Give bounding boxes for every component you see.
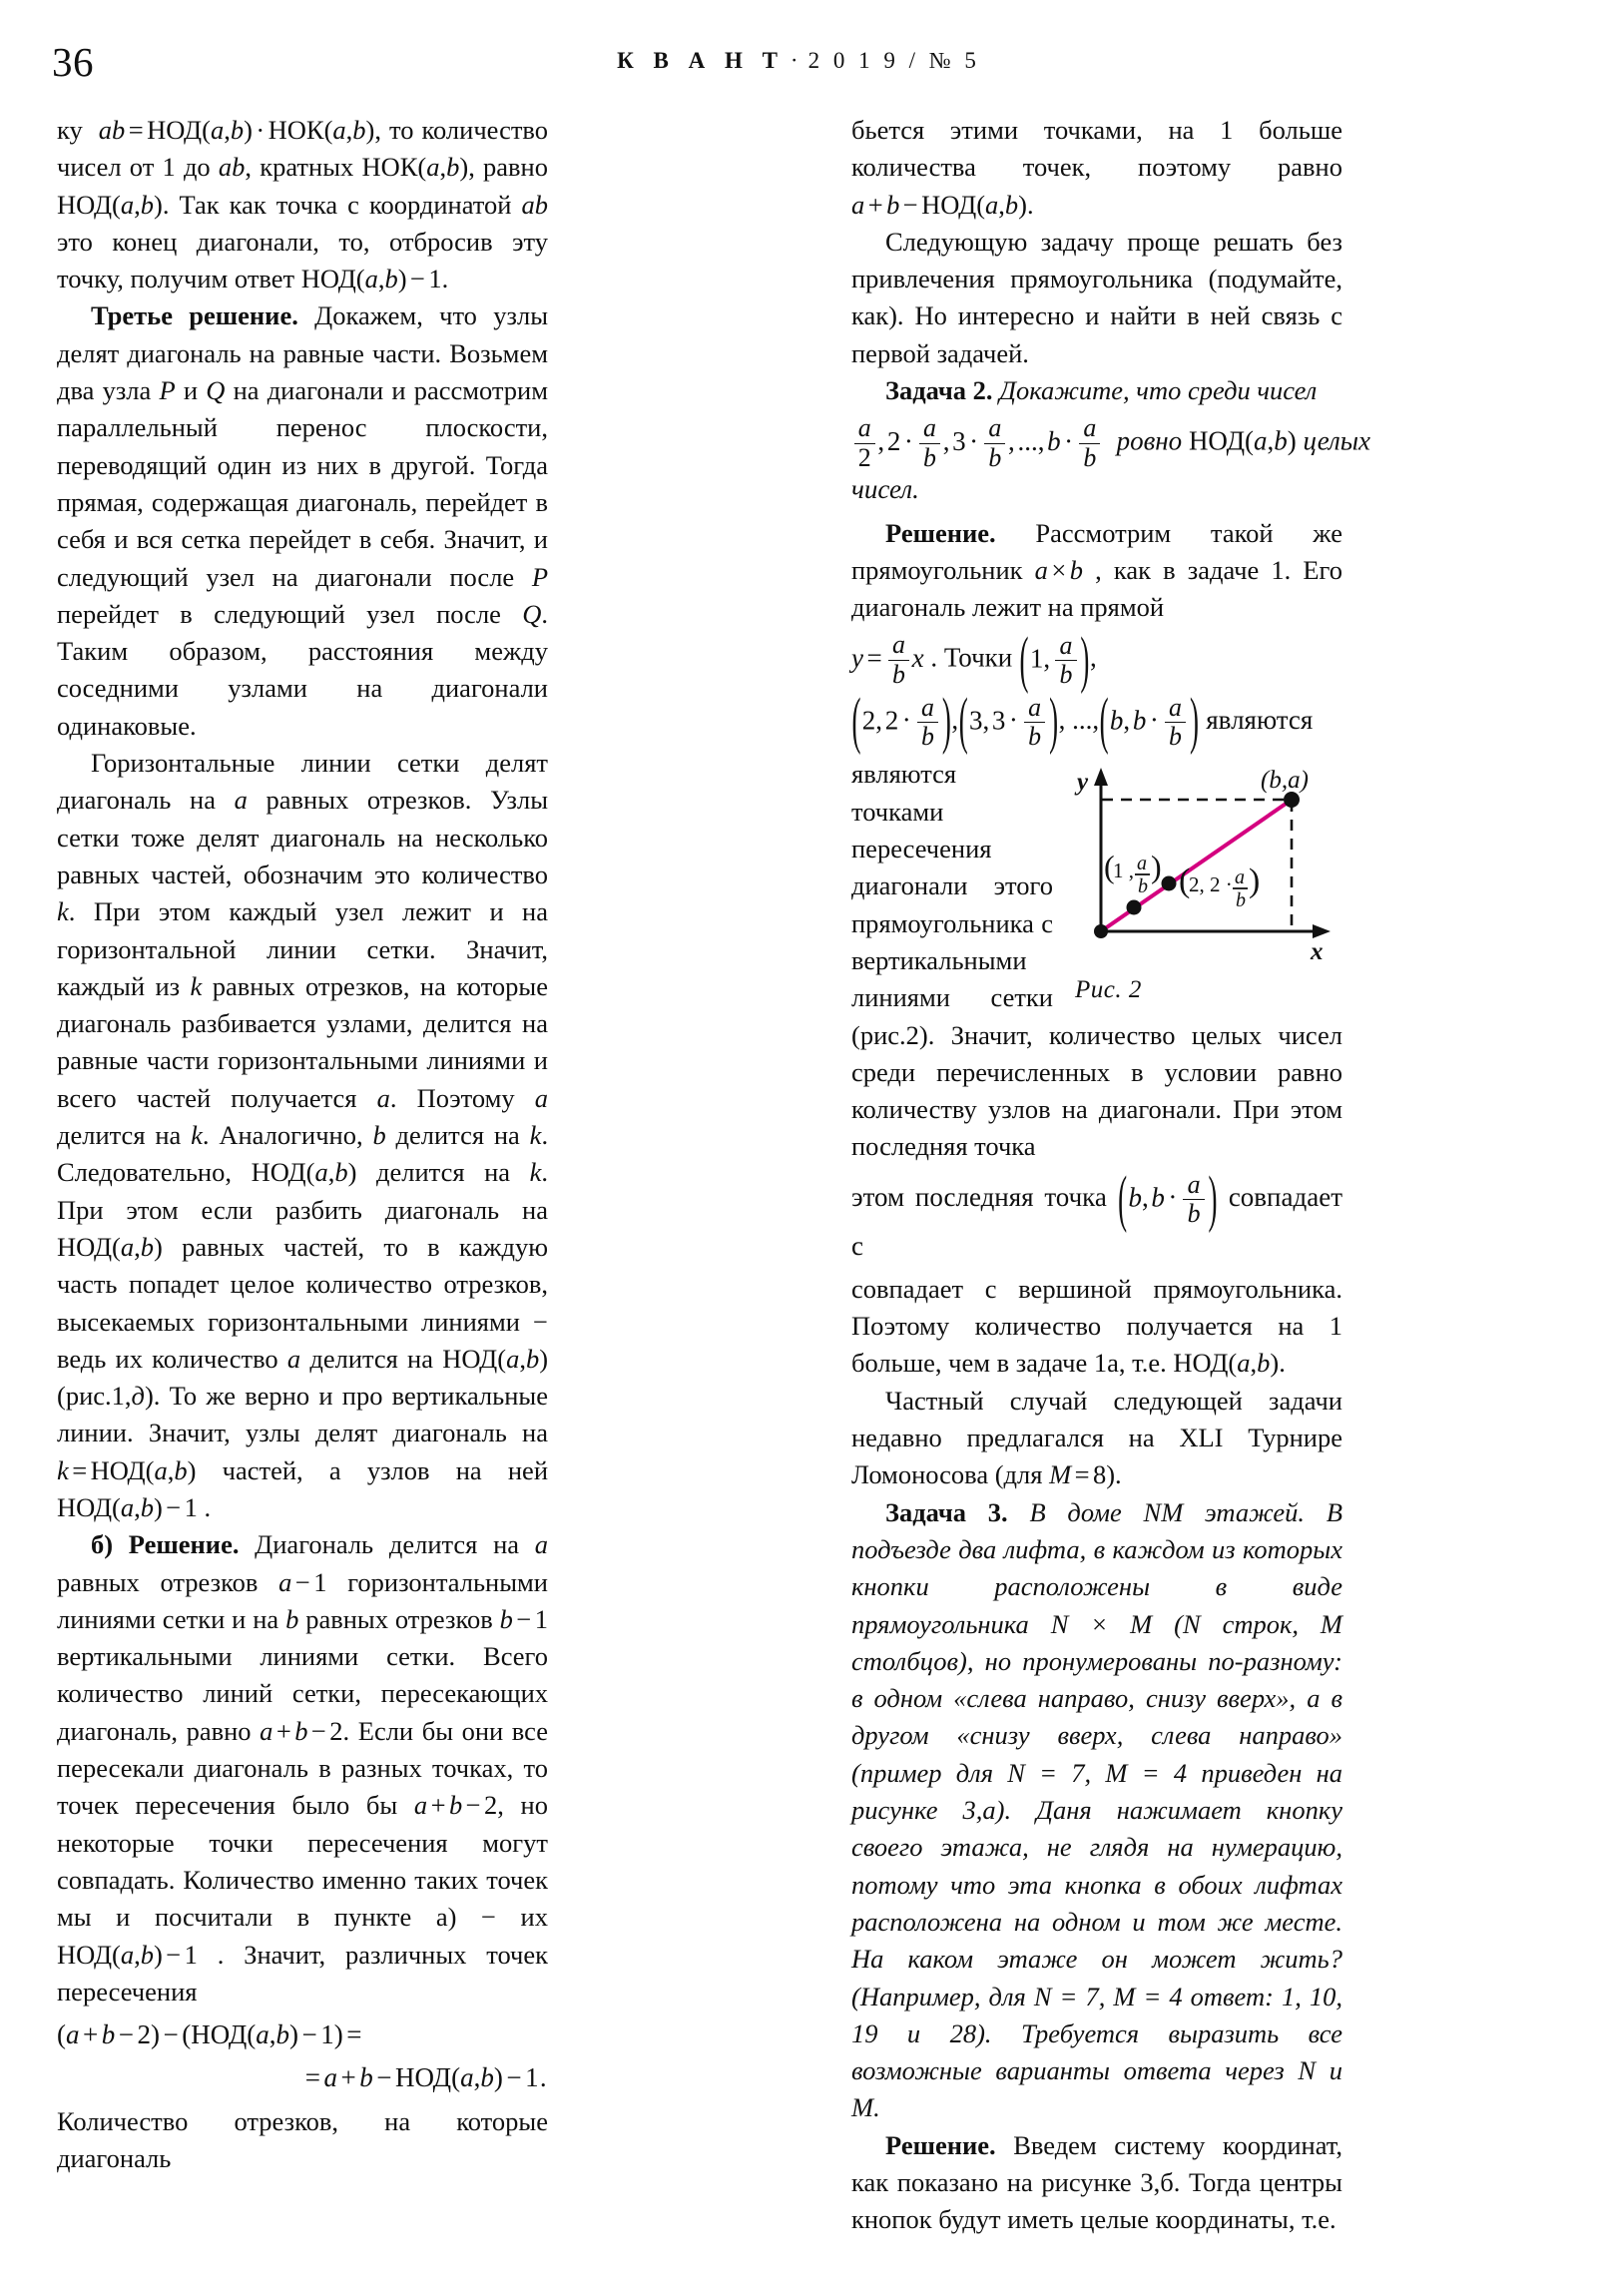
text-run: бьется этими точками, на 1 больше количества точек, поэтому равно (851, 115, 1342, 183)
task-2-sequence (851, 413, 1371, 508)
running-head (0, 38, 1597, 84)
text-run: (рис.1, (57, 1381, 132, 1412)
task-2-text-3: целых чисел. (851, 425, 1371, 505)
text-run: делится на (309, 1343, 433, 1374)
math-k-equals-gcd: k = НОД(a,b) (57, 1454, 197, 1485)
solution-b-paragraph (57, 1526, 548, 2010)
y-axis-arrow (1094, 768, 1108, 786)
text-run: Введем систему координат, как показано на рисунке 3,б. Тогда центры кнопок будут иметь целые координаты, т.е. (851, 2129, 1342, 2235)
math-sequence: $\frac{a}{2}$ ,2 · $\frac{a}{b}$ ,3 · $\frac{a}{b}$ ,...,b · $\frac{a}{b}$ (851, 426, 1103, 456)
math-display-1: (a + b − 2) − (НОД(a,b) − 1) = (57, 2019, 362, 2050)
last-point-row: этом последняя точка ( b,b · $\frac{a}{b}$ ) совпадает с (851, 1172, 1342, 1265)
closing-paragraph: Количество отрезков, на которые диагональ (57, 2105, 548, 2174)
display-equation-line-2 (57, 2059, 548, 2096)
math-gcd-a: НОД(a,b) (251, 1157, 357, 1188)
math-gcd-b: НОД(a,b) (57, 1231, 163, 1262)
math-a-4: a (286, 1343, 301, 1374)
text-run: Рассмотрим такой же прямоугольник (851, 517, 1343, 585)
task-3-label: Задача 3. (885, 1496, 1008, 1527)
text-run: равных отрезков (57, 1566, 259, 1597)
x-axis-arrow (1313, 924, 1331, 938)
text-run: , но некоторые точки пересечения могут совпадать. Количество именно таких точек мы и посчитали в пункте а) − их (57, 1790, 548, 1933)
math-a-minus-1: a − 1 (278, 1566, 327, 1597)
next-task-intro: Следующую задачу проще решать без привлечения прямоугольника (подумайте, как). Но интересно и найти в ней связь с первой задачей. (851, 226, 1342, 368)
task-2-statement (851, 372, 1342, 409)
text-run: . Таким образом, расстояния между соседними узлами на диагонали одинаковые. (57, 598, 549, 741)
math-var-q: Q (206, 375, 226, 406)
svg-text:b: b (1236, 889, 1246, 912)
math-ab-2: ab (521, 189, 548, 220)
text-run: . При этом если разбить диагональ на (57, 1157, 549, 1225)
text-run: . (204, 1491, 212, 1522)
text-run: равных отрезков, на которые диагональ разбивается узлами, делится на равные части горизонтальными линиями и всего частей получается (57, 970, 549, 1113)
svg-text:(: ( (1104, 849, 1115, 885)
text-run: . Если бы они все пересекали диагональ в разных точках, то точек пересечения было бы (57, 1715, 548, 1821)
math-k-2: k (190, 970, 203, 1001)
math-display-2: = a + b − НОД(a,b) − 1. (304, 2062, 547, 2093)
task-3-solution (851, 2127, 1342, 2239)
journal-title: К В А Н Т (617, 48, 785, 73)
math-k-3: k (191, 1120, 203, 1151)
text-run: . Аналогично, (202, 1120, 363, 1151)
text-run: Горизонтальные линии сетки делят диагональ на (57, 748, 548, 816)
math-a-3: a (534, 1082, 548, 1113)
task-2-label: Задача 2. (885, 375, 993, 406)
math-point-2: ( 2,2 · $\frac{a}{b}$ ) (851, 705, 951, 735)
task-3-solution-heading: Решение. (885, 2129, 996, 2160)
paragraph-continued: ку ab = НОД(a,b) · НОК(a,b), то количество чисел от 1 до ab, кратных НОК(a,b), равно НОД(a,b). Так как точка с координатой ab это конец диагонали, то, отбросив эту точку, получим ответ НОД(a,b) − 1. (57, 115, 548, 294)
text-run: перейдет в следующий узел после (57, 598, 501, 629)
math-a-1: a (234, 785, 248, 816)
svg-text:): ) (1151, 849, 1162, 885)
math-k-5: k (529, 1157, 542, 1188)
text-run: частей, а узлов на ней (222, 1454, 549, 1485)
figure-2-canvas (1071, 760, 1338, 969)
math-gcd-c: НОД(a,b) (442, 1343, 549, 1374)
text-run: . Значит, различных точек пересечения (57, 1939, 548, 2007)
text-run: ). То же верно и про вертикальные линии. Значит, узлы делят диагональ на (57, 1381, 548, 1448)
text-run: делится на (376, 1157, 511, 1188)
svg-text:a: a (1235, 866, 1245, 889)
text-run: равных отрезков. Узлы сетки тоже делят диагональ на несколько равных частей, обозначим это количество (57, 785, 548, 889)
y-axis-label: y (1077, 769, 1089, 797)
math-a-plus-b-minus-2: a + b − 2 (260, 1715, 343, 1746)
line-equation-row: y = $\frac{a}{b}$ x . Точки ( 1, $\frac{a}{b}$ ) , (851, 632, 1342, 688)
task-2-text: Докажите, что среди чисел (999, 375, 1318, 406)
figure-ref-letter: д (131, 1381, 145, 1412)
math-point-b: ( b,b · $\frac{a}{b}$ ) (1099, 705, 1199, 735)
math-rect-a-by-b: a × b (1034, 554, 1083, 585)
grid-lines-paragraph (57, 745, 548, 1526)
journal-masthead (0, 48, 1597, 74)
third-solution-paragraph (57, 297, 548, 745)
math-a-plus-b-minus-gcd: a + b − НОД(a,b) (851, 189, 1027, 220)
math-b-minus-1: b − 1 (499, 1603, 548, 1634)
points-row: ( 2,2 · $\frac{a}{b}$ ) , ( 3,3 · $\frac{a}{b}$ ) , ..., ( b,b · $\frac{a}{b}$ ) являются (851, 695, 1342, 751)
svg-text:(: ( (1179, 862, 1191, 900)
math-a-plus-b-minus-2-b: a + b − 2 (413, 1790, 498, 1821)
figure-2-container (1071, 760, 1342, 1008)
math-gcd: НОД(a,b) (57, 189, 163, 220)
masthead-separator: · (790, 48, 802, 73)
math-var-p: P (159, 375, 176, 406)
text-run: являются точками пересечения диагонали этого прямоугольника с вертикальными линиями сетки (рис.2). Значит, количество целых чисел среди перечисленных в условии равно количеству узлов на диагонали. При этом последняя точка (851, 759, 1342, 1162)
task-3-text: В доме NM этажей. В подъезде два лифта, в каждом из которых кнопки расположены в виде прямоугольника N × M (N строк, M столбцов), но пронумерованы по-разному: в одном «слева направо, снизу вверх», а в другом «снизу вверх, слева направо» (пример для N = 7, M = 4 приведен на рисунке 3,а). Даня нажимает кнопку своего этажа, не глядя на нумерацию, потому что эта кнопка в обоих лифтах расположена на одном и том же месте. На каком этаже он может жить? (Например, для N = 7, M = 4 ответ: 1, 10, 19 и 28). Требуется выразить все возможные варианты ответа через N и M. (851, 1496, 1343, 2123)
svg-text:2, 2 ·: 2, 2 · (1189, 872, 1233, 897)
text-run: ку (57, 115, 83, 145)
math-k-4: k (529, 1120, 542, 1151)
tournament-note (851, 1383, 1342, 1494)
text-run: . Точки (930, 642, 1013, 673)
math-var-q-2: Q (522, 598, 542, 629)
point-2-2a-over-b (1162, 876, 1177, 891)
page-number: 36 (52, 39, 94, 85)
left-column (57, 112, 548, 2177)
x-axis-label: x (1311, 938, 1324, 966)
label-point-1 (1104, 849, 1162, 897)
text-run: Частный случай следующей задачи недавно предлагался на XLI Турнире Ломоносова (для (851, 1385, 1342, 1490)
math-sb-b: b (285, 1603, 299, 1634)
svg-text:): ) (1249, 862, 1261, 900)
task-2-solution (851, 515, 1342, 627)
text-run: на диагонали и рассмотрим параллельный перенос плоскости, переводящий один из них в другой. Тогда прямая, содержащая диагональ, перейдет в себя и вся сетка перейдет в себя. Значит, и следующий узел на диагонали после (57, 375, 549, 592)
task-2-text-2: ровно (1116, 425, 1183, 456)
math-var-p-2: P (531, 561, 549, 592)
svg-text:1 ,: 1 , (1113, 859, 1134, 883)
journal-issue: 2 0 1 9 / № 5 (807, 48, 980, 73)
text-run: Докажем, что узлы делят диагональ на равные части. Возьмем два узла (57, 300, 548, 406)
math-gcd-final: НОД(a,b) (1173, 1348, 1280, 1379)
math-k-1: k (57, 896, 69, 927)
solution-b-heading: б) Решение. (91, 1529, 240, 1560)
right-paragraph-continued (851, 112, 1342, 224)
math-gcd-task2: НОД(a,b) (1188, 425, 1297, 456)
text-run: . Следовательно, (57, 1120, 549, 1188)
text-run: . (1279, 1348, 1286, 1379)
text-run: вертикальными линиями сетки. Всего количество линий сетки, пересекающих диагональ, равно (57, 1641, 548, 1746)
text-run: совпадает с вершиной прямоугольника. Поэтому количество получается на 1 больше, чем в задаче 1а, т.е. (851, 1273, 1342, 1379)
text-run: и (183, 375, 199, 406)
figure-2-caption: Рис. 2 (1075, 976, 1142, 1004)
figure-2-svg (1071, 760, 1338, 969)
math-ab-eq-gcd-lcm: ab = НОД(a,b) · НОК(a,b) (98, 115, 375, 145)
point-b-a (1284, 792, 1300, 808)
label-point-b-a: (b,a) (1261, 767, 1309, 795)
right-column (851, 112, 1371, 2239)
task-2-conclusion (851, 1271, 1342, 1383)
text-run: , как в задаче 1. Его диагональ лежит на прямой (851, 554, 1343, 623)
math-gcd-minus-1: НОД(a,b) − 1 (300, 264, 442, 294)
third-solution-heading: Третье решение. (91, 300, 298, 331)
svg-text:b: b (1138, 875, 1148, 898)
math-gcd-minus-one: НОД(a,b) − 1 (57, 1491, 198, 1522)
text-run: . (1026, 189, 1034, 220)
math-ab: ab (218, 152, 246, 183)
text-run: делится на (57, 1120, 182, 1151)
math-line-equation: y = $\frac{a}{b}$ x (851, 630, 924, 689)
math-m-equals-8: M = 8 (1049, 1459, 1107, 1490)
text-run: . При этом каждый узел лежит и на горизонтальной линии сетки. Значит, каждый из (57, 896, 548, 1001)
text-run: ). (1106, 1459, 1122, 1490)
point-origin (1094, 924, 1108, 938)
svg-text:a: a (1137, 853, 1147, 875)
math-point-1: ( 1, $\frac{a}{b}$ ) (1019, 643, 1090, 673)
text-run: . Поэтому (389, 1082, 515, 1113)
math-gcd-minus-1-b: НОД(a,b) − 1 (57, 1939, 198, 1970)
math-lcm: НОК(a,b) (361, 152, 469, 183)
math-point-3: ( 3,3 · $\frac{a}{b}$ ) (958, 705, 1058, 735)
text-run: равных отрезков (305, 1603, 493, 1634)
task-3-statement (851, 1494, 1342, 2127)
text-run: делится на (395, 1120, 520, 1151)
math-b-1: b (372, 1120, 386, 1151)
task-2-solution-heading: Решение. (885, 517, 996, 548)
math-sb-a: a (534, 1529, 548, 1560)
math-point-last: ( b,b · $\frac{a}{b}$ ) (1118, 1182, 1218, 1212)
text-run: Диагональ делится на (255, 1529, 520, 1560)
text-run: равных частей, то в каждую часть попадет целое количество отрезков, высекаемых горизонтальными линиями − ведь их количество (57, 1231, 548, 1374)
text-run: горизонтальными линиями сетки и на (57, 1566, 548, 1634)
point-1-a-over-b (1127, 900, 1142, 915)
display-equation-line-1 (57, 2016, 548, 2053)
math-a-2: a (376, 1082, 390, 1113)
